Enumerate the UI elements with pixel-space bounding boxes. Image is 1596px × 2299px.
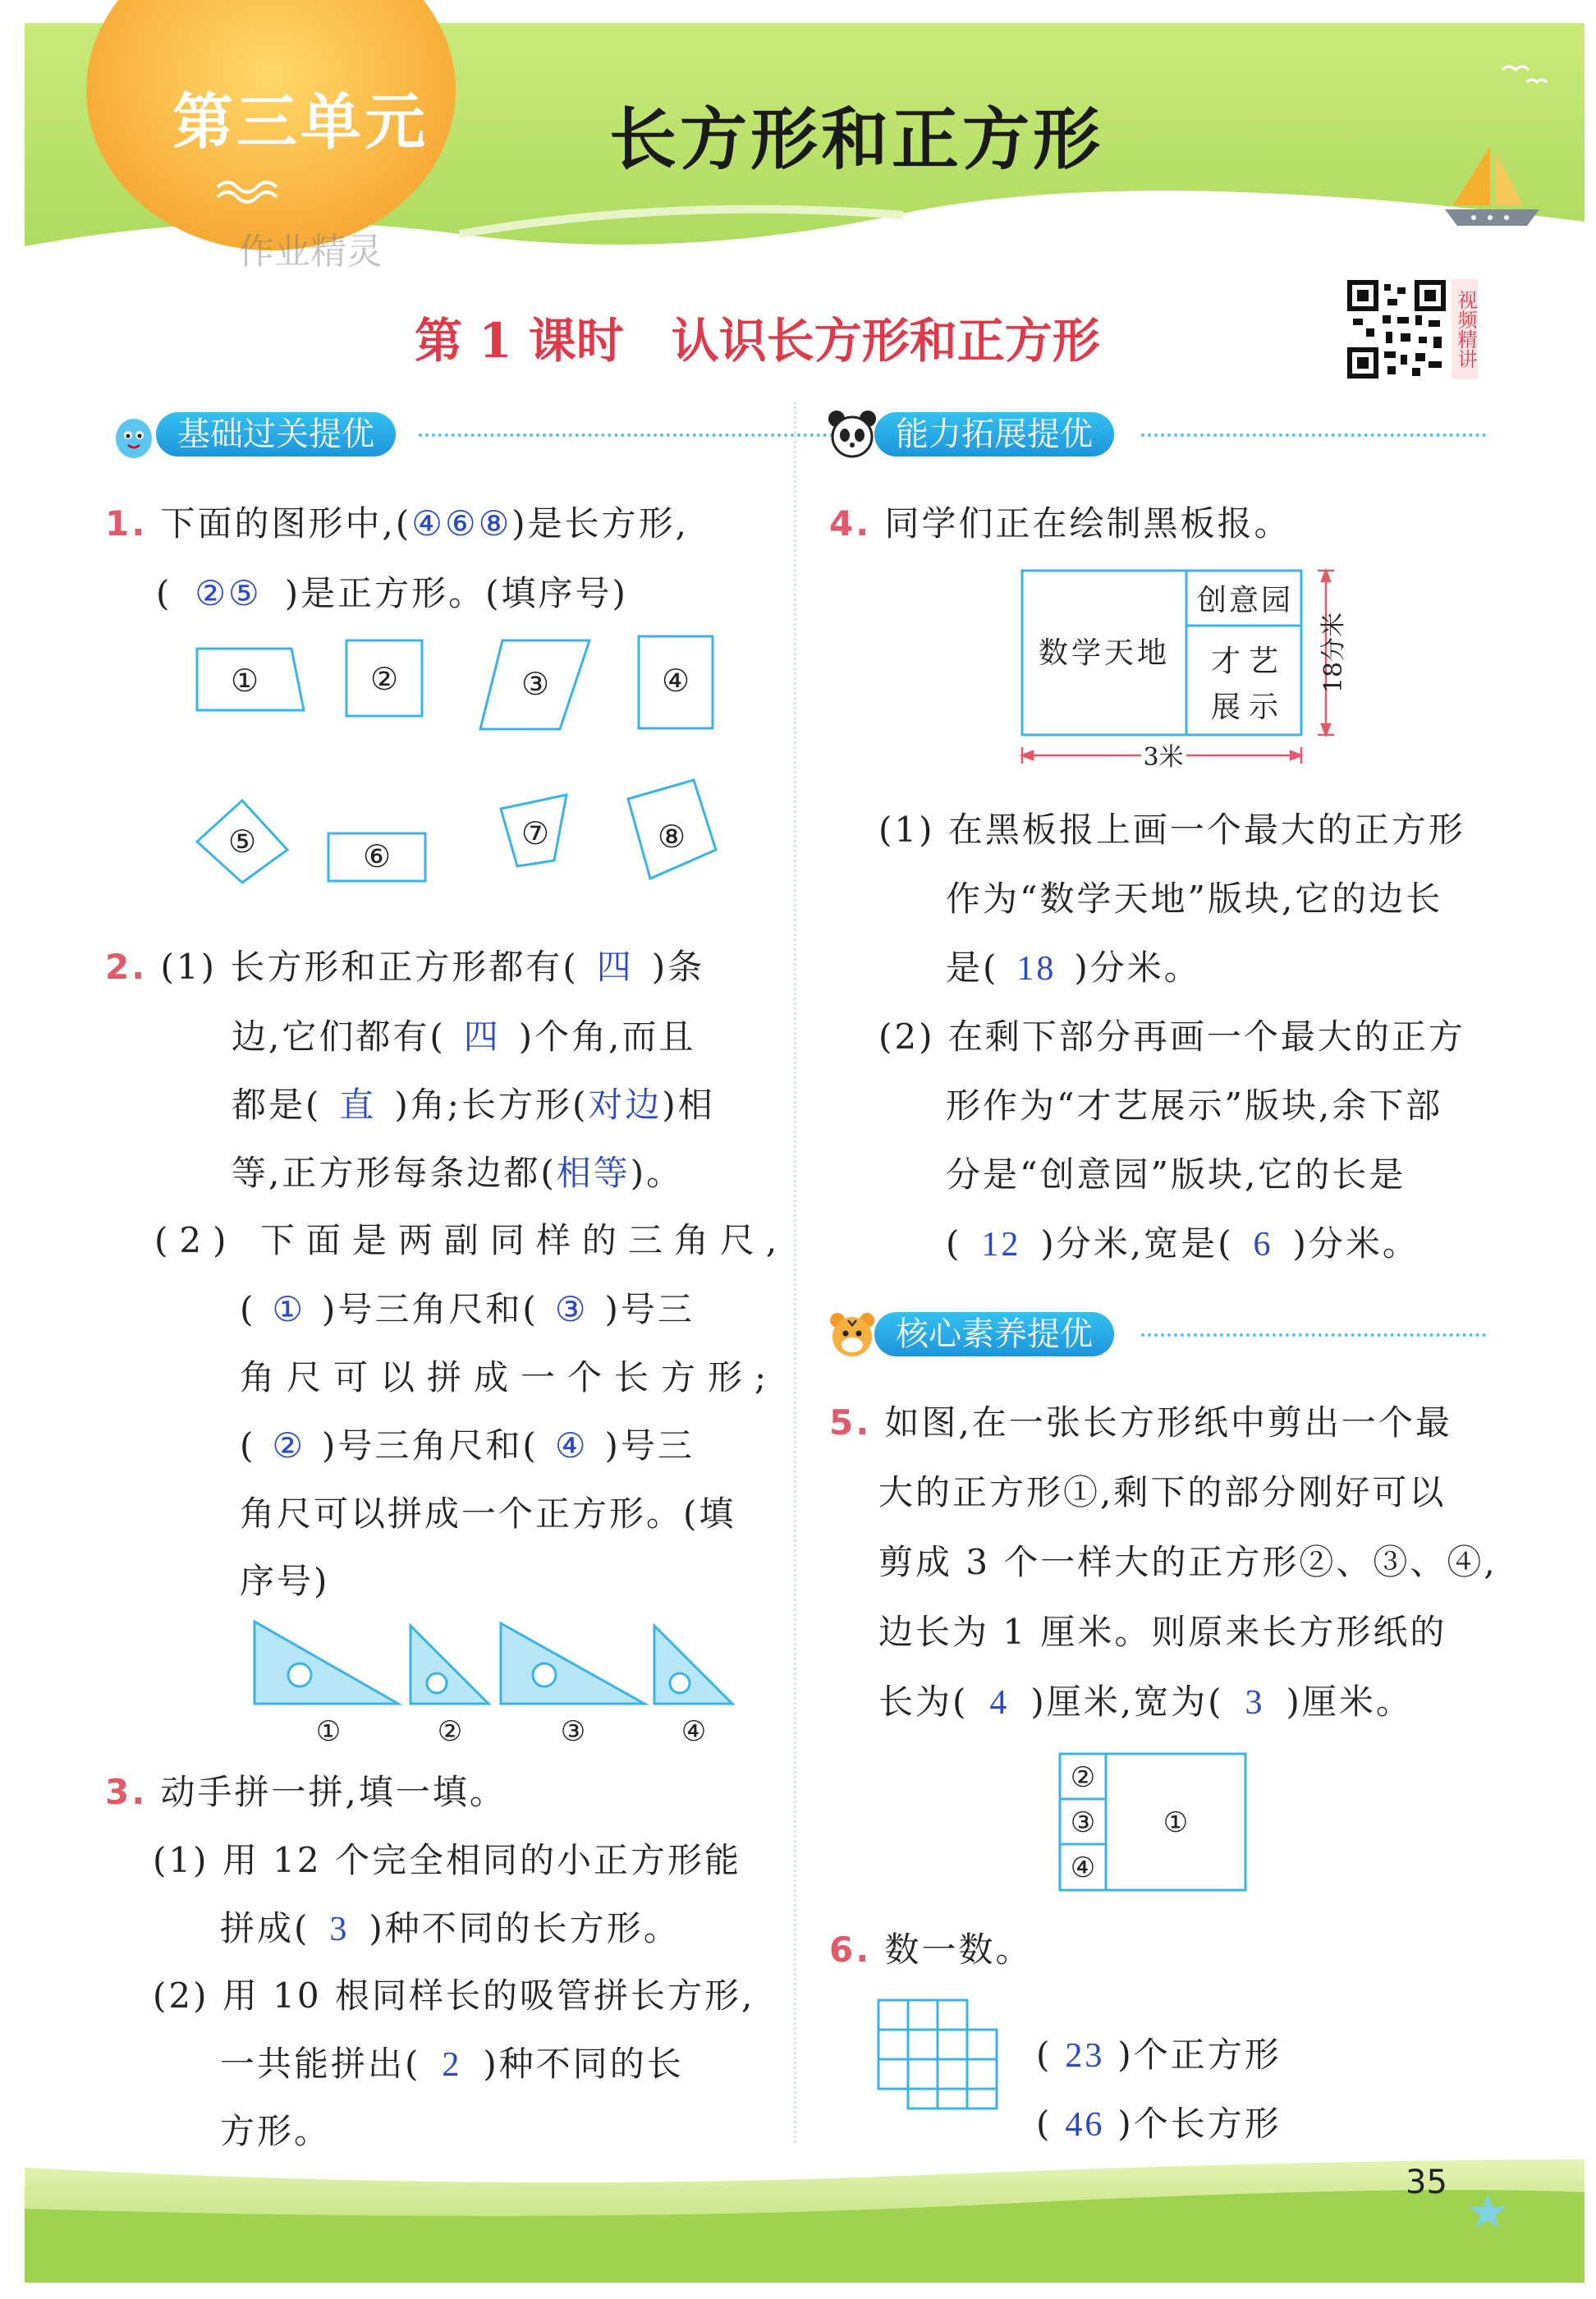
shape-label-4: ④ xyxy=(661,663,690,699)
q1-text: ( xyxy=(156,573,172,613)
q3-text: 一共能拼出( xyxy=(220,2044,421,2084)
q6-text: ( xyxy=(1036,2035,1053,2075)
q3-text: )种不同的长方形。 xyxy=(369,1908,681,1948)
triangle-1 xyxy=(255,1622,398,1704)
q2-text: )相 xyxy=(662,1085,715,1125)
q2-p1-line4 xyxy=(232,1146,683,1195)
q2-answer-1: 四 xyxy=(596,949,634,987)
q4-p1-line1 xyxy=(878,803,1465,852)
q3-p2-line2 xyxy=(220,2037,684,2086)
q4-answer-3: 6 xyxy=(1253,1226,1273,1264)
chapter-title: 长方形和正方形 xyxy=(609,101,1104,179)
q2-text: )号三角尺和( xyxy=(322,1289,539,1329)
q2-answer-2: 四 xyxy=(463,1019,501,1057)
q1-shapes-figure xyxy=(189,632,764,903)
lesson-title: 第 1 课时 认识长方形和正方形 xyxy=(415,313,1100,369)
q5-text: 如图,在一张长方形纸中剪出一个最 xyxy=(884,1402,1452,1443)
q4-text: )分米,宽是( xyxy=(1040,1223,1234,1264)
board-section-talent-2: 展示 xyxy=(1211,691,1287,724)
q4-p2-line3: 分是“创意园”版块,它的长是 xyxy=(946,1154,1406,1195)
section-basic xyxy=(107,407,764,461)
q5-line5 xyxy=(878,1675,1413,1724)
q3-p2-label: (2) xyxy=(153,1975,209,2016)
unit-label: 第三单元 xyxy=(172,87,429,158)
q4-text: 在剩下部分再画一个最大的正方 xyxy=(947,1016,1465,1057)
q1-line2 xyxy=(156,567,628,616)
q4-answer-2: 12 xyxy=(981,1226,1021,1264)
triangle-label-1: ① xyxy=(315,1715,342,1748)
small-square-4: ④ xyxy=(1070,1852,1096,1884)
q2-answer-5: 相等 xyxy=(556,1155,631,1193)
q4-p1-line2: 作为“数学天地”版块,它的边长 xyxy=(946,879,1443,919)
q2-p2-label: (2) xyxy=(154,1220,238,1260)
q3-p1-line2 xyxy=(220,1902,681,1951)
q2-p1-line3 xyxy=(232,1078,715,1127)
small-square-2: ② xyxy=(1070,1761,1096,1794)
q2-p2-line1 xyxy=(154,1214,788,1263)
qr-code-icon[interactable] xyxy=(1346,279,1447,379)
q2-p2-line6: 序号) xyxy=(240,1561,330,1601)
shape-label-3: ③ xyxy=(521,666,550,702)
shape-label-8: ⑧ xyxy=(657,819,686,855)
q2-number: 2. xyxy=(105,947,148,987)
section-basic-label: 基础过关提优 xyxy=(156,412,396,457)
q4-text: 是( xyxy=(946,948,999,988)
q4-number: 4. xyxy=(829,503,872,544)
q6-answer-2: 46 xyxy=(1065,2106,1105,2144)
q5-line3: 剪成 3 个一样大的正方形②、③、④, xyxy=(878,1542,1497,1582)
q2-text: )号三 xyxy=(604,1425,695,1466)
q2-p2-line3: 角尺可以拼成一个长方形; xyxy=(240,1357,779,1397)
q2-p1-line1 xyxy=(105,940,704,989)
panda-mascot-icon xyxy=(825,407,879,461)
q2-answer-9: ④ xyxy=(554,1428,589,1466)
tiger-mascot-icon xyxy=(825,1307,879,1361)
q2-text: ( xyxy=(240,1289,256,1329)
q1-answer-1: ④⑥⑧ xyxy=(411,506,512,544)
shape-label-2: ② xyxy=(369,661,399,697)
q2-text: ( xyxy=(240,1425,256,1466)
q3-answer-2: 2 xyxy=(442,2046,462,2084)
q2-answer-6: ① xyxy=(272,1292,306,1329)
q2-answer-4: 对边 xyxy=(588,1087,663,1125)
shape-label-7: ⑦ xyxy=(521,815,550,851)
big-square-1: ① xyxy=(1163,1806,1189,1839)
triangle-label-3: ③ xyxy=(560,1715,586,1748)
q4-p2-label: (2) xyxy=(878,1016,935,1057)
q2-text: )。 xyxy=(630,1153,684,1193)
q3-text: 用 10 根同样长的吸管拼长方形, xyxy=(222,1975,755,2016)
watermark: 作业精灵 xyxy=(238,231,383,273)
q6-text: 数一数。 xyxy=(884,1930,1033,1970)
q4-answer-1: 18 xyxy=(1016,950,1057,988)
q2-text: )条 xyxy=(651,947,705,987)
triangle-3 xyxy=(501,1623,644,1704)
q1-text: 下面的图形中,( xyxy=(160,503,412,544)
q4-p1-line3 xyxy=(946,941,1201,990)
q6-text: )个正方形 xyxy=(1117,2035,1282,2075)
triangle-label-4: ④ xyxy=(681,1715,707,1748)
q5-line2: 大的正方形①,剩下的部分刚好可以 xyxy=(878,1472,1447,1512)
q6-stem xyxy=(829,1923,1033,1972)
q4-stem xyxy=(829,497,1291,546)
board-section-talent-1: 才艺 xyxy=(1211,645,1287,678)
shape-label-6: ⑥ xyxy=(362,838,392,874)
q2-p2-line2 xyxy=(240,1283,695,1332)
q3-p2-line1 xyxy=(153,1969,754,2018)
q3-number: 3. xyxy=(105,1772,148,1812)
section-ability-label: 能力拓展提优 xyxy=(874,412,1114,457)
shape-label-1: ① xyxy=(230,663,259,699)
q2-text: 都是( xyxy=(232,1085,322,1125)
q5-line1 xyxy=(829,1396,1452,1445)
board-section-creative: 创意园 xyxy=(1197,584,1294,617)
q3-p1-label: (1) xyxy=(153,1840,209,1880)
q3-answer-1: 3 xyxy=(329,1911,350,1948)
q2-text: )个角,而且 xyxy=(518,1016,696,1057)
q4-text: 在黑板报上画一个最大的正方形 xyxy=(947,810,1465,850)
q5-number: 5. xyxy=(829,1402,872,1443)
q5-text: )厘米,宽为( xyxy=(1030,1682,1224,1722)
shape-label-5: ⑤ xyxy=(227,824,257,860)
section-ability xyxy=(825,407,1482,461)
q4-text: )分米。 xyxy=(1074,948,1201,988)
q2-triangle-rulers-figure xyxy=(246,1613,755,1753)
q2-text: )角;长方形( xyxy=(394,1085,589,1125)
q5-text: )厘米。 xyxy=(1286,1682,1413,1722)
column-divider xyxy=(794,402,796,2143)
q6-grid-figure xyxy=(872,1994,1003,2117)
width-label: 3米 xyxy=(1143,743,1184,772)
q2-text: 长方形和正方形都有( xyxy=(230,947,579,987)
footer-band xyxy=(0,2143,1596,2299)
triangle-label-2: ② xyxy=(437,1715,463,1748)
q6-line1 xyxy=(1036,2028,1282,2077)
q3-stem xyxy=(105,1765,507,1815)
section-core-label: 核心素养提优 xyxy=(874,1312,1114,1356)
small-square-3: ③ xyxy=(1070,1806,1096,1839)
q5-line4: 边长为 1 厘米。则原来长方形纸的 xyxy=(878,1612,1447,1652)
q2-answer-7: ③ xyxy=(554,1292,589,1329)
q2-p2-line5: 角尺可以拼成一个正方形。(填 xyxy=(240,1494,736,1534)
q1-line1 xyxy=(105,497,689,546)
q2-text: )号三 xyxy=(604,1289,695,1329)
page-number: 35 xyxy=(1406,2164,1447,2201)
q2-text: 等,正方形每条边都( xyxy=(232,1153,557,1193)
q5-paper-figure xyxy=(1055,1747,1252,1895)
q4-text: 同学们正在绘制黑板报。 xyxy=(884,503,1291,544)
q3-text: 拼成( xyxy=(220,1908,310,1948)
q4-p2-line1 xyxy=(878,1010,1465,1059)
section-core xyxy=(825,1307,1482,1361)
q2-p1-label: (1) xyxy=(160,947,218,987)
q3-p2-line3: 方形。 xyxy=(220,2111,332,2151)
height-label: 18分米 xyxy=(1319,612,1348,694)
q6-answer-1: 23 xyxy=(1065,2037,1105,2075)
q1-text: )是正方形。(填序号) xyxy=(284,573,628,613)
q2-p1-line2 xyxy=(232,1010,696,1059)
q5-text: 长为( xyxy=(878,1682,969,1722)
q4-p1-label: (1) xyxy=(878,810,935,850)
q6-text: )个长方形 xyxy=(1117,2104,1282,2144)
q3-text: )种不同的长 xyxy=(483,2044,684,2084)
q4-text: ( xyxy=(946,1223,962,1264)
q2-answer-8: ② xyxy=(272,1428,306,1466)
q2-p2-line4 xyxy=(240,1419,695,1468)
q1-text: )是长方形, xyxy=(511,503,690,544)
q1-answer-2: ②⑤ xyxy=(195,576,262,613)
q2-answer-3: 直 xyxy=(339,1087,377,1125)
triangle-4 xyxy=(654,1626,732,1704)
qr-label: 视频精讲 xyxy=(1452,279,1478,379)
q5-answer-1: 4 xyxy=(989,1684,1010,1722)
q2-text: )号三角尺和( xyxy=(322,1425,539,1466)
q4-text: )分米。 xyxy=(1292,1223,1419,1264)
triangle-2 xyxy=(410,1626,488,1704)
water-drop-mascot-icon xyxy=(107,407,161,461)
q4-blackboard-figure xyxy=(1010,558,1355,780)
q4-p2-line4 xyxy=(946,1217,1419,1266)
q2-text: 下面是两副同样的三角尺, xyxy=(259,1220,789,1260)
q4-p2-line2: 形作为“才艺展示”版块,余下部 xyxy=(946,1085,1443,1126)
q3-text: 动手拼一拼,填一填。 xyxy=(160,1772,507,1812)
q3-text: 用 12 个完全相同的小正方形能 xyxy=(222,1840,742,1880)
q6-line2 xyxy=(1036,2097,1282,2146)
q3-p1-line1 xyxy=(153,1833,741,1883)
q6-number: 6. xyxy=(829,1930,872,1970)
board-section-math: 数学天地 xyxy=(1039,636,1171,670)
q1-number: 1. xyxy=(105,503,148,544)
q5-answer-2: 3 xyxy=(1245,1684,1265,1722)
q2-text: 边,它们都有( xyxy=(232,1016,446,1057)
q6-text: ( xyxy=(1036,2104,1053,2144)
